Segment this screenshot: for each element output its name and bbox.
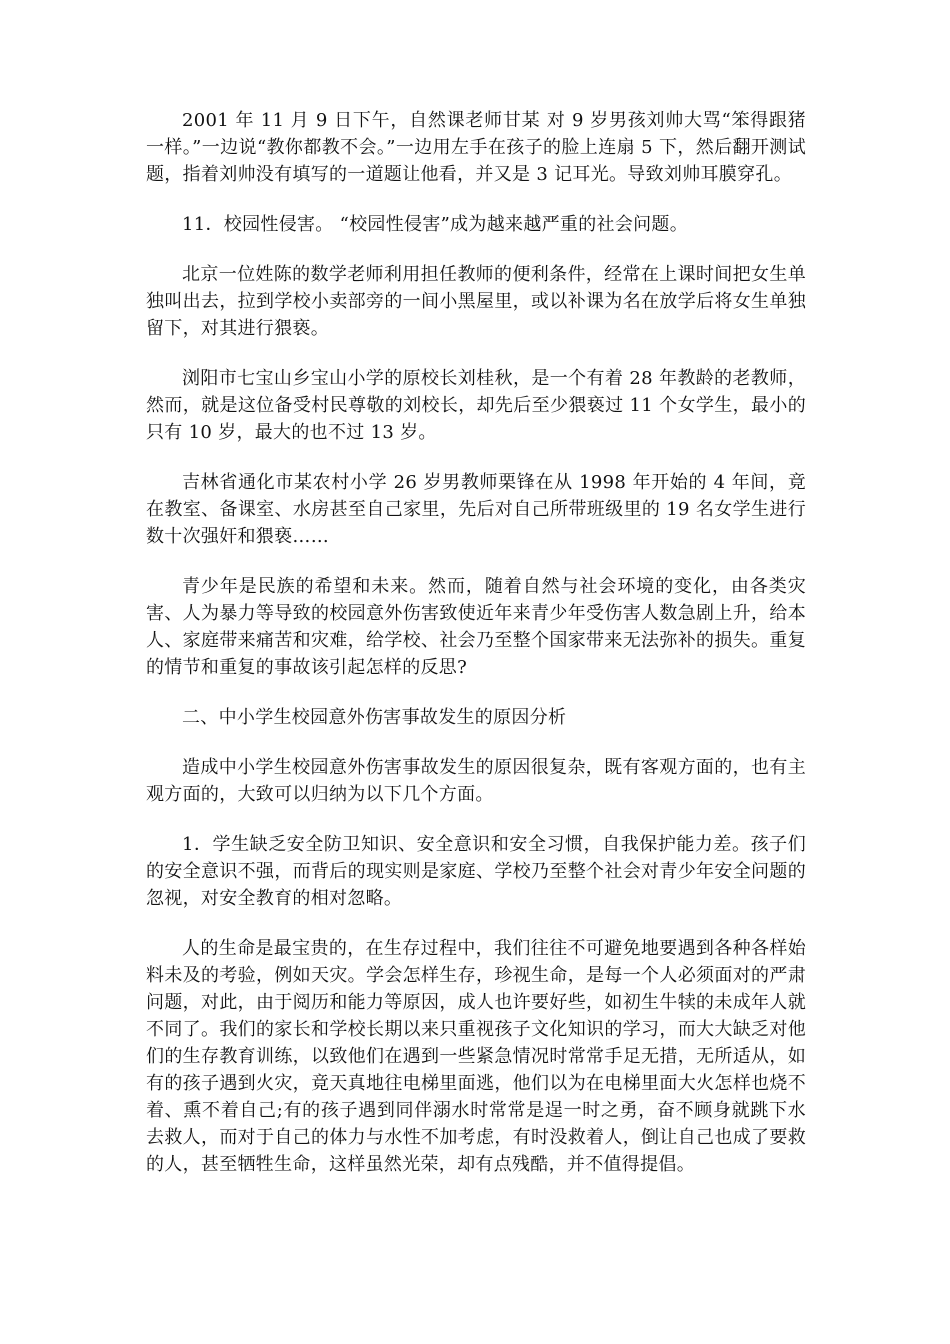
paragraph-heading-sexual-assault: 11．校园性侵害。 “校园性侵害”成为越来越严重的社会问题。 xyxy=(182,214,689,235)
document-body xyxy=(146,107,806,1201)
paragraph-liuyang-principal: 浏阳市七宝山乡宝山小学的原校长刘桂秋，是一个有着 28 年教龄的老教师，然而，就是这位备受村民尊敬的刘校长，却先后至少猥亵过 11 个女学生，最小的只有 10 岁，最大的也不过 13 岁。 xyxy=(146,368,806,443)
paragraph-cause-1: 1．学生缺乏安全防卫知识、安全意识和安全习惯，自我保护能力差。孩子们的安全意识不强，而背后的现实则是家庭、学校乃至整个社会对青少年安全问题的忽视，对安全教育的相对忽略。 xyxy=(146,834,806,909)
paragraph-causes-intro: 造成中小学生校园意外伤害事故发生的原因很复杂，既有客观方面的，也有主观方面的，大致可以归纳为以下几个方面。 xyxy=(146,757,806,805)
paragraph-incident-liushuai: 2001 年 11 月 9 日下午，自然课老师甘某 对 9 岁男孩刘帅大骂“笨得跟猪一样。”一边说“教你都教不会。”一边用左手在孩子的脸上连扇 5 下，然后翻开测试题，指着刘帅没有填写的一道题让他看，并又是 3 记耳光。导致刘帅耳膜穿孔。 xyxy=(146,110,806,185)
paragraph-jilin-teacher: 吉林省通化市某农村小学 26 岁男教师栗锋在从 1998 年开始的 4 年间，竟在教室、备课室、水房甚至自己家里，先后对自己所带班级里的 19 名女学生进行数十次强奸和猥亵…… xyxy=(146,472,806,547)
section-heading-cause-analysis: 二、中小学生校园意外伤害事故发生的原因分析 xyxy=(182,707,567,728)
paragraph-life-education: 人的生命是最宝贵的，在生存过程中，我们往往不可避免地要遇到各种各样始料未及的考验，例如天灾。学会怎样生存，珍视生命，是每一个人必须面对的严肃问题，对此，由于阅历和能力等原因，成人也许要好些，如初生牛犊的未成年人就不同了。我们的家长和学校长期以来只重视孩子文化知识的学习，而大大缺乏对他们的生存教育训练，以致他们在遇到一些紧急情况时常常手足无措，无所适从，如有的孩子遇到火灾，竟天真地往电梯里面逃，他们以为在电梯里面大火怎样也烧不着、熏不着自己;有的孩子遇到同伴溺水时常常是逞一时之勇，奋不顾身就跳下水去救人，而对于自己的体力与水性不加考虑，有时没救着人，倒让自己也成了要救的人，甚至牺牲生命，这样虽然光荣，却有点残酷，并不值得提倡。 xyxy=(146,938,806,1175)
paragraph-beijing-teacher: 北京一位姓陈的数学老师利用担任教师的便利条件，经常在上课时间把女生单独叫出去，拉到学校小卖部旁的一间小黑屋里，或以补课为名在放学后将女生单独留下，对其进行猥亵。 xyxy=(146,264,806,339)
paragraph-youth-reflection: 青少年是民族的希望和未来。然而，随着自然与社会环境的变化，由各类灾害、人为暴力等导致的校园意外伤害致使近年来青少年受伤害人数急剧上升，给本人、家庭带来痛苦和灾难，给学校、社会乃至整个国家带来无法弥补的损失。重复的情节和重复的事故该引起怎样的反思? xyxy=(146,576,806,678)
